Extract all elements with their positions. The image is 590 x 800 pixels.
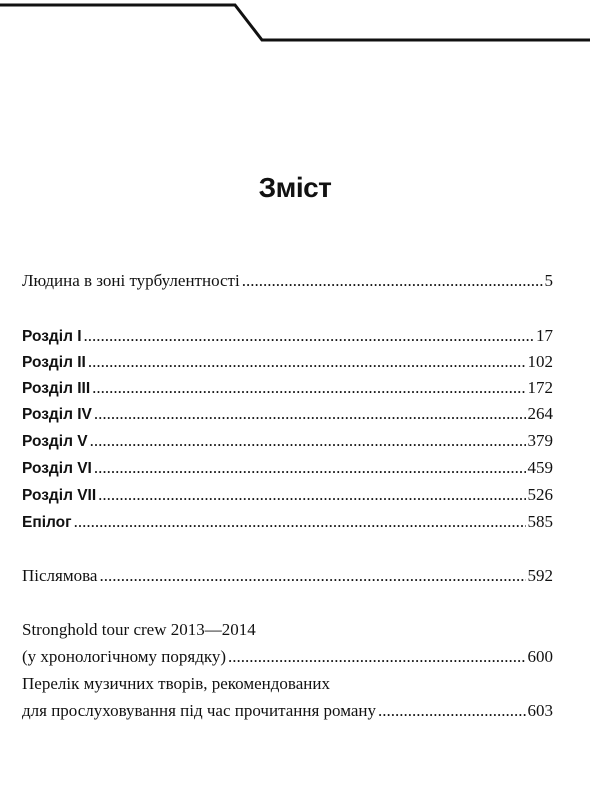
dot-leader (242, 270, 543, 292)
dot-leader (74, 511, 526, 533)
dot-leader (94, 403, 526, 425)
toc-entry-chapter-3[interactable] (22, 377, 553, 400)
toc-entry-label: Розділ VI (22, 460, 92, 477)
dot-leader (99, 565, 525, 587)
dot-leader (88, 351, 526, 373)
header-rule-decoration (0, 0, 590, 50)
page-title: Зміст (258, 172, 332, 203)
toc-entry-page: 264 (527, 404, 553, 423)
dot-leader (94, 457, 526, 479)
toc-entry-chapter-2[interactable] (22, 351, 553, 374)
toc-entry-chapter-5[interactable] (22, 430, 553, 453)
dot-leader (98, 484, 525, 506)
toc-entry-page: 172 (527, 378, 553, 397)
toc-entry-label: (у хронологічному порядку) (22, 647, 227, 666)
toc-entry-label: для прослуховування під час прочитання роману (22, 701, 376, 720)
toc-entry-label: Розділ III (22, 380, 91, 397)
toc-entry-page: 603 (527, 701, 553, 720)
toc-entry-page: 459 (527, 458, 553, 477)
toc-entry-afterword[interactable] (22, 565, 553, 587)
dot-leader (84, 325, 534, 347)
toc-entry-page: 379 (527, 431, 553, 450)
toc-entry-music[interactable] (22, 700, 553, 722)
dot-leader (228, 646, 525, 668)
toc-entry-label: Розділ I (22, 328, 82, 345)
toc-entry-chapter-6[interactable] (22, 457, 553, 480)
toc-entry-intro[interactable] (22, 270, 553, 292)
toc-entry-crew[interactable] (22, 646, 553, 668)
dot-leader (90, 430, 526, 452)
toc-entry-page: 5 (544, 271, 553, 290)
toc-entry-label: Розділ VII (22, 487, 97, 504)
toc-entry-crew-title[interactable]: Stronghold tour crew 2013—2014 (22, 620, 256, 639)
toc-entry-label: Розділ V (22, 433, 88, 450)
toc-entry-epilogue[interactable] (22, 511, 553, 534)
toc-entry-label: Епілог (22, 514, 72, 531)
toc-entry-label: Післямова (22, 566, 98, 585)
toc-entry-page: 592 (527, 566, 553, 585)
dot-leader (378, 700, 526, 722)
toc-entry-page: 102 (527, 352, 553, 371)
toc-entry-chapter-7[interactable] (22, 484, 553, 507)
dot-leader (92, 377, 525, 399)
toc-entry-label: Розділ IV (22, 406, 92, 423)
toc-entry-chapter-4[interactable] (22, 403, 553, 426)
toc-entry-label: Людина в зоні турбулентності (22, 271, 240, 290)
toc-entry-page: 17 (536, 326, 553, 345)
toc-entry-music-title[interactable]: Перелік музичних творів, рекомендованих (22, 674, 330, 693)
toc-entry-label: Розділ II (22, 354, 86, 371)
toc-entry-chapter-1[interactable] (22, 325, 553, 348)
header-rule-line (0, 5, 590, 40)
toc-entry-page: 585 (527, 512, 553, 531)
toc-entry-page: 526 (527, 485, 553, 504)
toc-entry-page: 600 (527, 647, 553, 666)
